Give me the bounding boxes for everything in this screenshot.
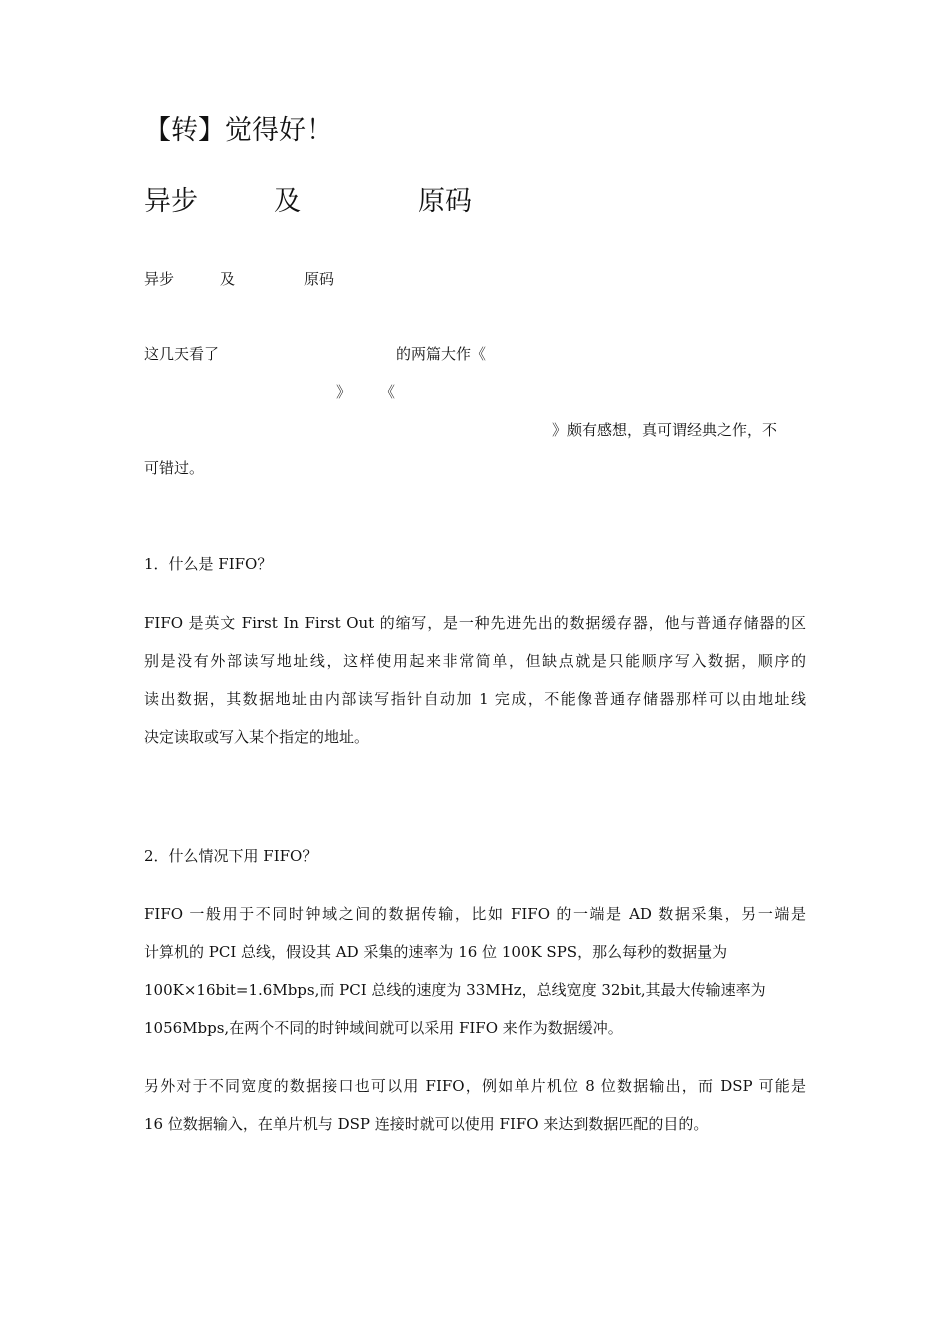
subheading-part-1: 异步 [144,270,175,288]
section-2-para-1-line: 1056Mbps,在两个不同的时钟域间就可以采用 FIFO 来作为数据缓冲。 [144,1019,623,1037]
intro-line-1b: 的两篇大作《 [396,345,487,363]
section-1-line: 别是没有外部读写地址线，这样使用起来非常简单，但缺点就是只能顺序写入数据，顺序的 [144,652,806,670]
heading-part-2: 及 [274,186,301,217]
section-2-para-2-line: 16 位数据输入，在单片机与 DSP 连接时就可以使用 FIFO 来达到数据匹配的目的。 [144,1115,709,1133]
section-2-title: 2．什么情况下用 FIFO？ [144,847,318,865]
section-1-line: FIFO 是英文 First In First Out 的缩写，是一种先进先出的数据缓存器，他与普通存储器的区 [144,614,806,632]
section-1-line: 读出数据，其数据地址由内部读写指针自动加 1 完成，不能像普通存储器那样可以由地址线 [144,690,806,708]
subheading-part-2: 及 [220,270,236,288]
intro-line-3: 》颇有感想，真可谓经典之作，不 [552,421,778,439]
section-2-para-1-line: 计算机的 PCI 总线，假设其 AD 采集的速率为 16 位 100K SPS，那么每秒的数据量为 [144,943,728,961]
intro-line-1a: 这几天看了 [144,345,220,363]
intro-line-4: 可错过。 [144,459,205,477]
intro-line-2b: 《 [380,383,396,401]
section-2-para-1-line: FIFO 一般用于不同时钟域之间的数据传输，比如 FIFO 的一端是 AD 数据采集，另一端是 [144,905,806,923]
section-1-line: 决定读取或写入某个指定的地址。 [144,728,370,746]
section-2-para-1-line: 100K×16bit=1.6Mbps,而 PCI 总线的速度为 33MHz，总线宽度 32bit,其最大传输速率为 [144,981,766,999]
section-1-title: 1．什么是 FIFO？ [144,555,273,573]
heading-part-1: 异步 [144,186,198,217]
heading-part-3: 原码 [418,186,472,217]
section-2-para-2-line: 另外对于不同宽度的数据接口也可以用 FIFO，例如单片机位 8 位数据输出，而 DSP 可能是 [144,1077,806,1095]
subheading-part-3: 原码 [304,270,335,288]
intro-line-2a: 》 [336,383,352,401]
repost-title: 【转】觉得好！ [144,115,333,146]
